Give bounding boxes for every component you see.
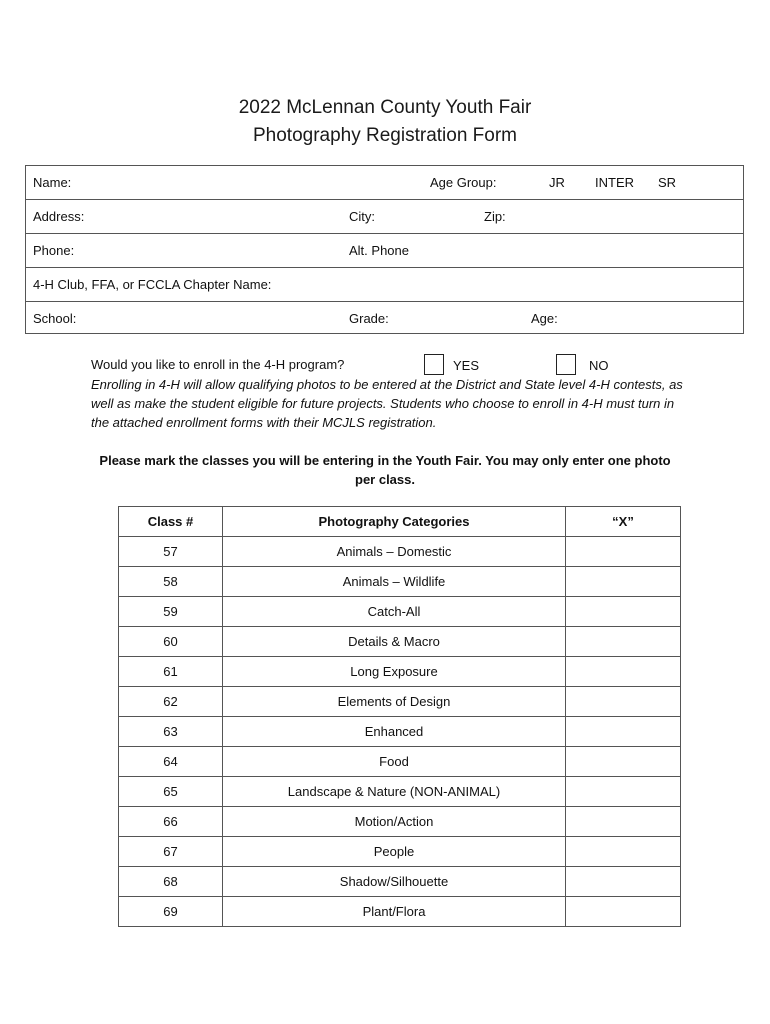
- age-group-inter[interactable]: INTER: [595, 175, 634, 190]
- mark-cell[interactable]: [566, 777, 681, 807]
- table-row: [119, 837, 681, 867]
- table-header-row: [119, 507, 681, 537]
- table-row: [119, 687, 681, 717]
- club-name-field[interactable]: 4-H Club, FFA, or FCCLA Chapter Name:: [33, 277, 272, 292]
- category-name: Details & Macro: [223, 627, 566, 657]
- class-number: 66: [119, 807, 223, 837]
- age-group-label: Age Group:: [430, 175, 497, 190]
- class-number: 64: [119, 747, 223, 777]
- class-number: 59: [119, 597, 223, 627]
- table-row: [119, 747, 681, 777]
- address-row: [26, 200, 743, 234]
- city-field[interactable]: City:: [349, 209, 375, 224]
- photography-classes-table: [118, 506, 681, 927]
- name-row: [26, 166, 743, 200]
- category-name: Plant/Flora: [223, 897, 566, 927]
- mark-cell[interactable]: [566, 537, 681, 567]
- category-header: Photography Categories: [223, 507, 566, 537]
- class-number: 61: [119, 657, 223, 687]
- school-field[interactable]: School:: [33, 311, 77, 326]
- class-number: 65: [119, 777, 223, 807]
- club-row: [26, 268, 743, 302]
- class-number: 60: [119, 627, 223, 657]
- class-number: 62: [119, 687, 223, 717]
- school-row: [26, 302, 743, 336]
- mark-cell[interactable]: [566, 897, 681, 927]
- table-row: [119, 657, 681, 687]
- category-name: Long Exposure: [223, 657, 566, 687]
- form-title: 2022 McLennan County Youth Fair: [238, 97, 532, 118]
- category-name: Food: [223, 747, 566, 777]
- class-number: 67: [119, 837, 223, 867]
- registrant-info-box: [25, 165, 744, 334]
- mark-cell[interactable]: [566, 567, 681, 597]
- table-row: [119, 597, 681, 627]
- enroll-yes-label: YES: [453, 358, 480, 373]
- class-number: 68: [119, 867, 223, 897]
- category-name: Animals – Domestic: [223, 537, 566, 567]
- category-name: Shadow/Silhouette: [223, 867, 566, 897]
- category-name: People: [223, 837, 566, 867]
- category-name: Animals – Wildlife: [223, 567, 566, 597]
- mark-cell[interactable]: [566, 747, 681, 777]
- age-field[interactable]: Age:: [531, 311, 558, 326]
- category-name: Landscape & Nature (NON-ANIMAL): [223, 777, 566, 807]
- zip-field[interactable]: Zip:: [484, 209, 506, 224]
- address-field[interactable]: Address:: [33, 209, 85, 224]
- alt-phone-field[interactable]: Alt. Phone: [349, 243, 409, 258]
- grade-field[interactable]: Grade:: [349, 311, 389, 326]
- class-number-header: Class #: [119, 507, 223, 537]
- mark-cell[interactable]: [566, 867, 681, 897]
- mark-cell[interactable]: [566, 627, 681, 657]
- mark-cell[interactable]: [566, 837, 681, 867]
- mark-cell[interactable]: [566, 657, 681, 687]
- category-name: Enhanced: [223, 717, 566, 747]
- table-row: [119, 807, 681, 837]
- table-row: [119, 627, 681, 657]
- enroll-no-label: NO: [589, 358, 609, 373]
- table-row: [119, 537, 681, 567]
- age-group-jr[interactable]: JR: [549, 175, 565, 190]
- table-row: [119, 717, 681, 747]
- category-name: Catch-All: [223, 597, 566, 627]
- table-row: [119, 897, 681, 927]
- mark-cell[interactable]: [566, 687, 681, 717]
- enroll-note: Enrolling in 4-H will allow qualifying photos to be entered at the District and State level 4-H contests, as well as make the student eligible for future projects. Students who choose to enroll in 4-H must turn in the attached enrollment forms with their MCJLS registration.: [91, 377, 683, 430]
- category-name: Elements of Design: [223, 687, 566, 717]
- class-number: 63: [119, 717, 223, 747]
- form-subtitle: Photography Registration Form: [252, 125, 517, 146]
- class-number: 58: [119, 567, 223, 597]
- mark-header: “X”: [566, 507, 681, 537]
- class-number: 57: [119, 537, 223, 567]
- age-group-sr[interactable]: SR: [658, 175, 677, 190]
- enroll-yes-checkbox[interactable]: [424, 354, 444, 375]
- class-number: 69: [119, 897, 223, 927]
- name-field[interactable]: Name:: [33, 175, 72, 190]
- mark-cell[interactable]: [566, 597, 681, 627]
- table-row: [119, 777, 681, 807]
- table-row: [119, 567, 681, 597]
- enroll-no-checkbox[interactable]: [556, 354, 576, 375]
- mark-cell[interactable]: [566, 807, 681, 837]
- table-row: [119, 867, 681, 897]
- mark-cell[interactable]: [566, 717, 681, 747]
- phone-row: [26, 234, 743, 268]
- phone-field[interactable]: Phone:: [33, 243, 75, 258]
- category-name: Motion/Action: [223, 807, 566, 837]
- enroll-question: Would you like to enroll in the 4-H program?: [91, 357, 345, 372]
- class-instructions: Please mark the classes you will be entering in the Youth Fair. You may only enter one photo per class.: [99, 453, 671, 487]
